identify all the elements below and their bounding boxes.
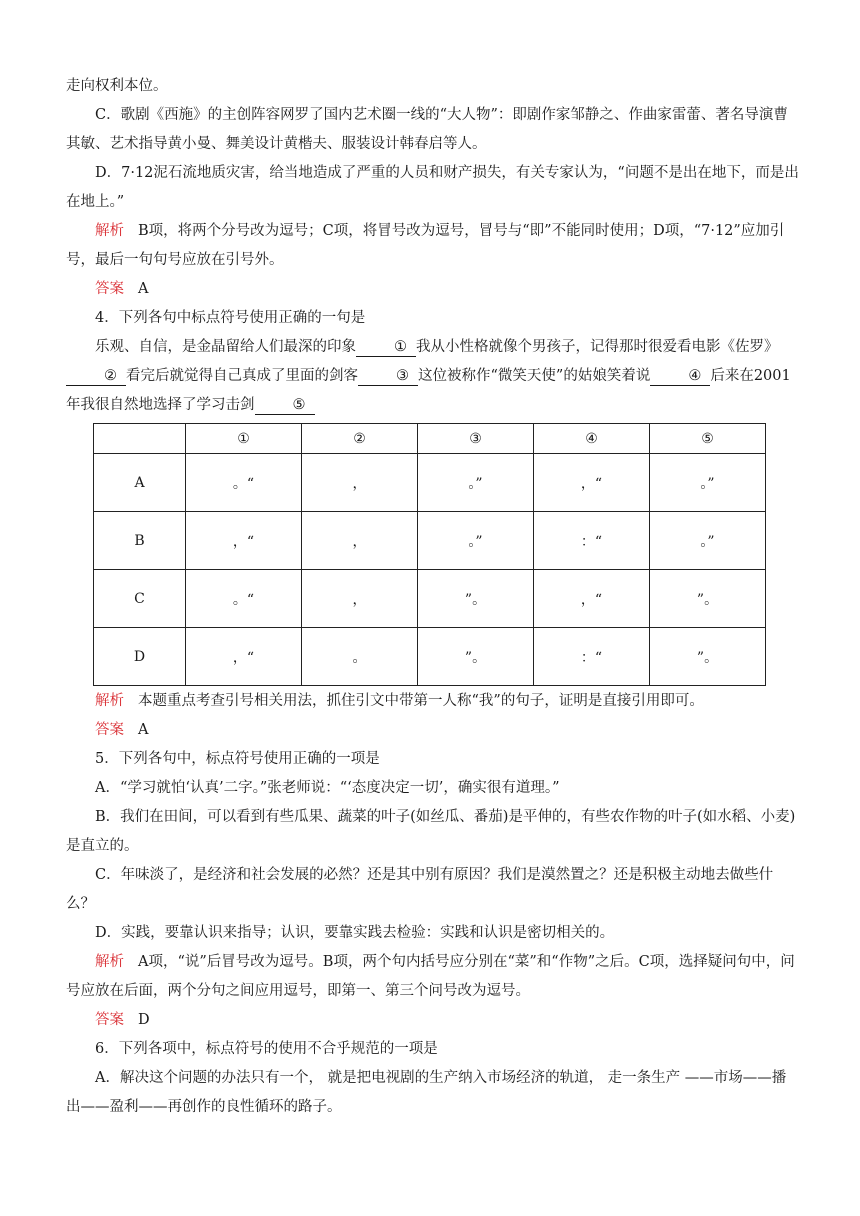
table-cell: ”。 [418, 570, 534, 628]
table-header-cell [94, 424, 186, 454]
passage-text: 这位被称作“微笑天使”的姑娘笑着说 [418, 368, 651, 384]
table-header-cell: ⑤ [650, 424, 766, 454]
table-header-cell: ① [186, 424, 302, 454]
q3-option-d: D．7·12泥石流地质灾害，给当地造成了严重的人员和财产损失，有关专家认为，“问题不是出在地下，而是出在地上。” [66, 165, 799, 210]
table-cell: ， [302, 454, 418, 512]
table-cell: A [94, 454, 186, 512]
q3-option-c: C．歌剧《西施》的主创阵容网罗了国内艺术圈一线的“大人物”：即剧作家邹静之、作曲家雷蕾、著名导演曹其敏、艺术指导黄小曼、舞美设计黄楷夫、服装设计韩春启等人。 [66, 107, 788, 152]
answer-value: A [138, 281, 149, 297]
q4-analysis [66, 687, 802, 716]
analysis-label: 解析 [95, 693, 124, 709]
table-cell: 。 [302, 628, 418, 686]
table-cell: ， [302, 512, 418, 570]
q6-option-a: A．解决这个问题的办法只有一个， 就是把电视剧的生产纳入市场经济的轨道， 走一条生产 ——市场——播 出——盈利——再创作的良性循环的路子。 [66, 1070, 787, 1115]
table-cell: 。” [418, 512, 534, 570]
table-cell: ：“ [534, 628, 650, 686]
table-cell: ”。 [418, 628, 534, 686]
blank-1: ① [356, 338, 416, 357]
blank-4: ④ [650, 367, 710, 386]
table-cell: ”。 [650, 628, 766, 686]
table-cell: 。” [650, 454, 766, 512]
q5-option-a: A．“学习就怕‘认真’二字。”张老师说：“‘态度决定一切’，确实很有道理。” [95, 780, 560, 796]
q5-stem: 5．下列各句中，标点符号使用正确的一项是 [95, 751, 380, 767]
q3-answer [66, 275, 802, 304]
table-header-cell: ② [302, 424, 418, 454]
table-cell: D [94, 628, 186, 686]
passage-text: 我从小性格就像个男孩子，记得那时很爱看电影《佐罗》 [416, 339, 779, 355]
table-cell: ，“ [186, 512, 302, 570]
table-header-cell: ③ [418, 424, 534, 454]
q5-option-c: C．年味淡了，是经济和社会发展的必然？还是其中别有原因？我们是漠然置之？还是积极主动地去做些什么？ [66, 867, 774, 912]
q4-stem: 4．下列各句中标点符号使用正确的一句是 [95, 310, 366, 326]
table-cell: ，“ [534, 454, 650, 512]
table-cell: ，“ [534, 570, 650, 628]
answer-label: 答案 [95, 1012, 124, 1028]
analysis-label: 解析 [95, 954, 124, 970]
passage-text: 乐观、自信，是金晶留给人们最深的印象 [95, 339, 356, 355]
continued-line: 走向权利本位。 [66, 78, 168, 94]
table-cell: 。” [650, 512, 766, 570]
q3-analysis [66, 217, 802, 275]
table-row [94, 454, 766, 512]
table-cell: 。” [418, 454, 534, 512]
answer-value: A [138, 722, 149, 738]
answer-label: 答案 [95, 281, 124, 297]
q5-option-d: D．实践，要靠认识来指导；认识，要靠实践去检验：实践和认识是密切相关的。 [95, 925, 615, 941]
table-header-cell: ④ [534, 424, 650, 454]
q4-options-table [93, 423, 766, 686]
analysis-label: 解析 [95, 223, 124, 239]
analysis-text: 本题重点考查引号相关用法，抓住引文中带第一人称“我”的句子，证明是直接引用即可。 [138, 693, 704, 709]
table-row [94, 570, 766, 628]
q4-passage [66, 333, 802, 420]
table-row [94, 628, 766, 686]
q4-answer [66, 716, 802, 745]
analysis-text: A项，“说”后冒号改为逗号。B项，两个句内括号应分别在“菜”和“作物”之后。C项，选择疑问句中，问号应放在后面，两个分句之间应用逗号，即第一、第三个问号改为逗号。 [66, 954, 795, 999]
table-cell: B [94, 512, 186, 570]
answer-value: D [138, 1012, 150, 1028]
table-cell: C [94, 570, 186, 628]
analysis-text: B项，将两个分号改为逗号；C项，将冒号改为逗号，冒号与“即”不能同时使用；D项，“7·12”应加引号，最后一句句号应放在引号外。 [66, 223, 785, 268]
table-header-row [94, 424, 766, 454]
table-cell: 。“ [186, 570, 302, 628]
q5-analysis [66, 948, 802, 1006]
table-cell: ， [302, 570, 418, 628]
table-cell: ”。 [650, 570, 766, 628]
blank-2: ② [66, 367, 126, 386]
table-row [94, 512, 766, 570]
q5-answer [66, 1006, 802, 1035]
document-page [66, 72, 802, 1122]
table-cell: 。“ [186, 454, 302, 512]
blank-3: ③ [358, 367, 418, 386]
table-cell: ，“ [186, 628, 302, 686]
q6-stem: 6．下列各项中，标点符号的使用不合乎规范的一项是 [95, 1041, 438, 1057]
passage-text: 后来在2001年我很自然地选择了学习击剑 [66, 368, 791, 413]
passage-text: 看完后就觉得自己真成了里面的剑客 [126, 368, 358, 384]
q5-option-b: B．我们在田间，可以看到有些瓜果、蔬菜的叶子(如丝瓜、番茄)是平伸的，有些农作物的叶子(如水稻、小麦)是直立的。 [66, 809, 796, 854]
table-cell: ：“ [534, 512, 650, 570]
answer-label: 答案 [95, 722, 124, 738]
blank-5: ⑤ [255, 396, 315, 415]
